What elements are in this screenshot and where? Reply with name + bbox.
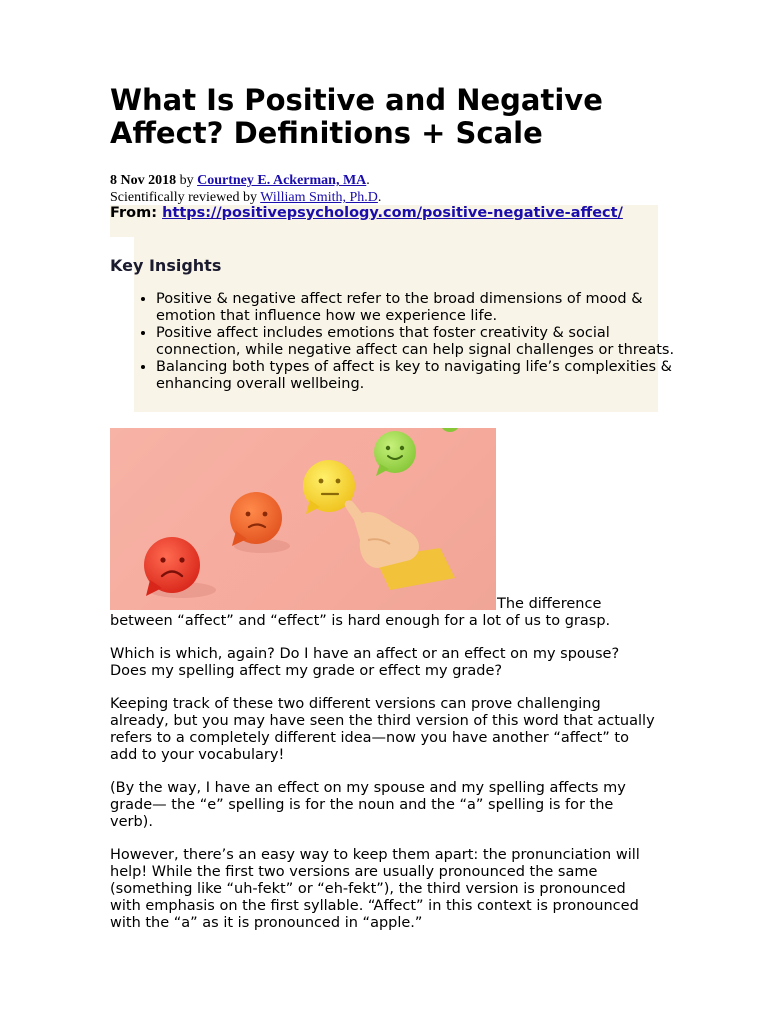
key-insights-list (134, 291, 676, 393)
byline (110, 172, 370, 189)
body-paragraph: However, there’s an easy way to keep them apart: the pronunciation will help! While the first two versions are usually pronounced the same (something like “uh-fekt” or “eh-fekt”), the third version is pronounced with emphasis on the first syllable. “Affect” in this context is pronounced with the “a” as it is pronounced in “apple.” (110, 847, 640, 931)
source-line (110, 205, 630, 222)
article-body (110, 596, 658, 948)
reviewer-link[interactable]: William Smith, Ph.D (260, 190, 378, 205)
source-label: From: (110, 205, 157, 221)
insight-item: • Positive affect includes emotions that foster creativity & social connection, while negative affect can help signal challenges or threats. (156, 325, 676, 359)
body-paragraph: (By the way, I have an effect on my spouse and my spelling affects my grade— the “e” spelling is for the noun and the “a” spelling is for the verb). (110, 780, 626, 830)
by-word: by (179, 173, 194, 188)
body-paragraph: Which is which, again? Do I have an affect or an effect on my spouse? Does my spelling affect my grade or effect my grade? (110, 646, 620, 679)
insight-item: • Positive & negative affect refer to the broad dimensions of mood & emotion that influence how we experience life. (156, 291, 676, 325)
author-link[interactable]: Courtney E. Ackerman, MA (197, 173, 367, 188)
body-paragraph: The difference between “affect” and “effect” is hard enough for a lot of us to grasp. (110, 596, 611, 629)
green-smile-bubble (374, 431, 416, 476)
emotion-faces-image (110, 428, 496, 610)
article-title: What Is Positive and Negative Affect? Definitions + Scale (110, 83, 603, 150)
source-url-link[interactable]: https://positivepsychology.com/positive-negative-affect/ (162, 205, 623, 221)
publish-date: 8 Nov 2018 (110, 173, 177, 188)
reviewer-period: . (377, 190, 382, 205)
pointing-hand (345, 500, 455, 590)
key-insights-heading: Key Insights (110, 256, 222, 275)
reviewed-line (110, 189, 381, 206)
body-paragraph: Keeping track of these two different versions can prove challenging already, but you may have seen the third version of this word that actually refers to a completely different idea—now you have another “affect” to add to your vocabulary! (110, 696, 655, 763)
reviewed-prefix: Scientifically reviewed by (110, 190, 257, 205)
author-period: . (366, 173, 370, 188)
emotion-faces-icon (110, 428, 496, 610)
orange-frown-bubble (230, 492, 282, 546)
insight-item: • Balancing both types of affect is key to navigating life’s complexities & enhancing overall wellbeing. (156, 359, 676, 393)
